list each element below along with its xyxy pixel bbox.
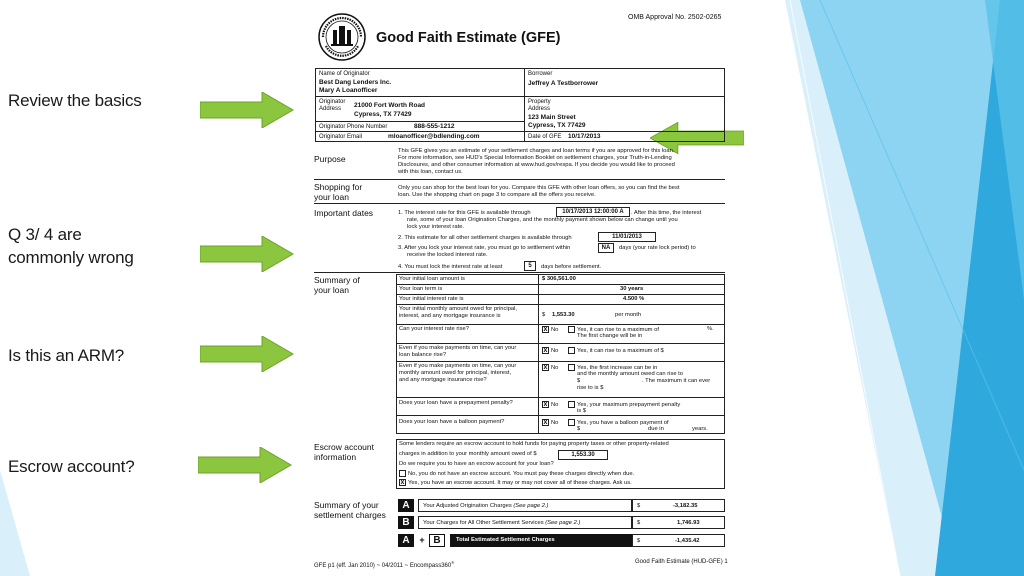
charges-label-1: Summary of your <box>314 500 379 510</box>
arrow-right-icon <box>198 447 292 483</box>
rate-rise-first-change: The first change will be in <box>577 333 643 339</box>
monthly-payment-dollar: $ <box>542 312 546 318</box>
hud-seal-icon <box>318 13 366 61</box>
arrow-right-icon <box>200 92 294 128</box>
borrower-box <box>524 68 725 97</box>
monthly-payment: 1,553.30 <box>552 312 575 318</box>
checked-box-icon: x <box>543 419 548 426</box>
property-address-1: 123 Main Street <box>528 114 576 121</box>
originator-email: mloanofficer@bdlending.com <box>388 133 480 140</box>
date-item-1c: rate, some of your loan Origination Charges, and the monthly payment shown below can change until you <box>407 217 678 223</box>
charge-b-value-box <box>632 516 725 529</box>
gfe-date: 10/17/2013 <box>568 133 601 140</box>
charge-total-value-box <box>632 534 725 547</box>
balloon-due: due in <box>648 426 664 432</box>
originator-email-label: Originator Email <box>319 134 363 140</box>
charge-a-label: Your Adjusted Origination Charges <box>423 503 512 509</box>
balance-rise-label-2: loan balance rise? <box>399 352 447 358</box>
footer-left <box>314 559 454 570</box>
lock-days-field: 5 <box>524 261 536 271</box>
charge-total-label: Total Estimated Settlement Charges <box>456 537 555 543</box>
monthly-rise-no <box>540 363 560 373</box>
loan-amount-label: Your initial loan amount is <box>399 276 465 282</box>
balance-rise-yes <box>566 346 666 356</box>
property-label-1: Property <box>528 99 551 105</box>
interest-rate: 4.500 % <box>623 296 645 302</box>
charges-label-2: settlement charges <box>314 510 386 520</box>
interest-rate-label: Your initial interest rate is <box>399 296 464 302</box>
balance-rise-no-label: No <box>551 348 559 355</box>
note-escrow: Escrow account? <box>8 457 135 476</box>
tag-a: A <box>398 499 414 512</box>
prepayment-no-label: No <box>551 402 559 409</box>
purpose-line-3: Disclosures, and other consumer information at www.hud.gov/respa. If you decide you would like to proceed <box>398 162 675 168</box>
charge-b-text <box>421 519 582 528</box>
date-item-3b: days (your rate lock period) to <box>619 245 696 251</box>
balloon-yes-label: Yes, you have a balloon payment of <box>577 420 669 427</box>
originator-address-label-1: Originator <box>319 99 346 105</box>
summary-label-2: your loan <box>314 285 349 295</box>
plus-sign: + <box>419 535 425 545</box>
checkbox-icon <box>568 326 575 333</box>
prepayment-no <box>540 400 560 410</box>
charge-a-value: -3,182.35 <box>673 503 698 509</box>
rate-rise-yes-label: Yes, it can rise to a maximum of <box>577 327 659 334</box>
escrow-line-2: charges in addition to your monthly amount owed of $ <box>399 451 537 457</box>
escrow-label-1: Escrow account <box>314 442 374 452</box>
borrower-label: Borrower <box>528 71 553 77</box>
gfe-form <box>300 0 740 576</box>
gfe-date-label: Date of GFE <box>528 134 562 140</box>
escrow-no <box>399 470 634 478</box>
monthly-rise-no-label: No <box>551 365 559 372</box>
date-item-4b: days before settlement. <box>541 264 602 270</box>
charge-b-ref: (See page 2.) <box>545 520 581 526</box>
note-review-basics: Review the basics <box>8 91 142 110</box>
rate-rise-no <box>540 325 560 335</box>
divider <box>314 179 725 180</box>
gfe-date-box <box>524 131 725 142</box>
checkbox-icon <box>568 401 575 408</box>
originator-phone-label: Originator Phone Number <box>319 124 388 130</box>
arrow-right-icon <box>200 336 294 372</box>
balloon-years: years. <box>692 426 708 432</box>
checked-box-icon: x <box>543 347 548 354</box>
checked-box-icon: x <box>543 364 548 371</box>
date-item-1d: lock your interest rate. <box>407 224 465 230</box>
tag-total-b: B <box>429 534 445 547</box>
escrow-no-label: No, you do not have an escrow account. You must pay these charges directly when due. <box>408 471 635 478</box>
prepayment-label: Does your loan have a prepayment penalty? <box>399 400 513 406</box>
monthly-payment-unit: per month <box>615 312 642 318</box>
monthly-rise-yes-label: Yes, the first increase can be in <box>577 365 658 372</box>
checkbox-icon <box>568 364 575 371</box>
note-is-arm: Is this an ARM? <box>8 346 125 365</box>
originator-address-label-2: Address <box>319 106 342 112</box>
row-line <box>396 284 725 285</box>
form-title: Good Faith Estimate (GFE) <box>376 30 561 46</box>
footer-right: Good Faith Estimate (HUD-GFE) 1 <box>635 559 728 565</box>
charge-a-dollar: $ <box>637 503 641 509</box>
table-divider <box>538 274 539 434</box>
originator-phone: 888-555-1212 <box>414 123 455 130</box>
originator-address-1: 21000 Fort Worth Road <box>354 102 426 109</box>
purpose-label: Purpose <box>314 154 346 164</box>
monthly-rise-yes-3: $ <box>577 378 581 384</box>
monthly-rise-label-2: monthly amount owed for principal, interest, <box>399 370 512 376</box>
originator-name-box <box>315 68 525 97</box>
shopping-label-2: your loan <box>314 192 349 202</box>
rate-lock-days-field: NA <box>598 243 614 253</box>
purpose-line-2: For more information, see HUD's Special Information Booklet on settlement charges, your Truth-in-Lending <box>398 155 672 161</box>
rate-rise-label: Can your interest rate rise? <box>399 326 469 332</box>
rate-rise-no-label: No <box>551 327 559 334</box>
balance-rise-yes-label: Yes, it can rise to a maximum of $ <box>577 348 664 355</box>
charge-a-value-box <box>632 499 725 512</box>
monthly-rise-yes-2: and the monthly amount owed can rise to <box>577 371 684 377</box>
charge-total-value: -1,435.42 <box>675 538 700 544</box>
originator-address-2: Cypress, TX 77429 <box>354 111 412 118</box>
checked-box-icon: x <box>400 479 405 486</box>
omb-approval: OMB Approval No. 2502-0265 <box>628 14 722 21</box>
tag-total-a: A <box>398 534 414 547</box>
divider <box>314 272 725 273</box>
checkbox-icon <box>568 419 575 426</box>
monthly-rise-label-3: and any mortgage insurance rise? <box>399 377 487 383</box>
settlement-available-field: 11/01/2013 <box>598 232 656 242</box>
shopping-label-1: Shopping for <box>314 182 363 192</box>
charge-b-row <box>418 516 632 529</box>
monthly-rise-label-1: Even if you make payments on time, can your <box>399 363 517 369</box>
loan-term-label: Your loan term is <box>399 286 443 292</box>
rate-available-field: 10/17/2013 12:00:00 A <box>556 207 630 217</box>
shopping-line-2: loan. Use the shopping chart on page 3 to compare all the offers you receive. <box>398 192 596 198</box>
escrow-line-1: Some lenders require an escrow account to hold funds for paying property taxes or other property-related <box>399 441 669 447</box>
property-address-2: Cypress, TX 77429 <box>528 122 586 129</box>
note-q34-line2: commonly wrong <box>8 248 134 267</box>
charge-b-label: Your Charges for All Other Settlement Services <box>423 520 544 526</box>
loan-term: 30 years <box>620 286 644 292</box>
loan-amount: $ 306,561.00 <box>542 276 576 282</box>
date-item-2a: 2. This estimate for all other settlement charges is available through <box>398 235 572 241</box>
charge-total-dollar: $ <box>637 538 641 544</box>
property-label-2: Address <box>528 106 551 112</box>
rate-rise-pct: %. <box>707 326 714 332</box>
escrow-amount-field: 1,553.30 <box>558 450 608 460</box>
tag-b: B <box>398 516 414 529</box>
date-item-1b: . After this time, the interest <box>631 210 702 216</box>
date-item-4a: 4. You must lock the interest rate at least <box>398 264 503 270</box>
important-dates-label: Important dates <box>314 208 374 218</box>
monthly-payment-label-1: Your initial monthly amount owed for principal, <box>399 306 518 312</box>
charge-a-ref: (See page 2.) <box>513 503 549 509</box>
summary-label-1: Summary of <box>314 275 360 285</box>
balloon-no-label: No <box>551 420 559 427</box>
prepayment-yes-label: Yes, your maximum prepayment penalty <box>577 402 681 409</box>
date-item-1a: 1. The interest rate for this GFE is available through <box>398 210 531 216</box>
checkbox-icon <box>568 347 575 354</box>
monthly-rise-yes-4: rise to is $ <box>577 385 604 391</box>
charge-total-row <box>450 534 632 547</box>
shopping-line-1: Only you can shop for the best loan for you. Compare this GFE with other loan offers, so you can find the best <box>398 185 680 191</box>
footer-left-sup: ® <box>451 560 455 565</box>
checked-box-icon: x <box>543 326 548 333</box>
divider <box>314 203 725 204</box>
borrower-name: Jeffrey A Testborrower <box>528 80 599 87</box>
escrow-question: Do we require you to have an escrow account for your loan? <box>399 461 554 467</box>
blue-corner-left <box>0 470 30 576</box>
balloon-no <box>540 418 560 428</box>
property-box <box>524 96 725 132</box>
escrow-yes-label: Yes, you have an escrow account. It may or may not cover all of these charges. Ask us. <box>408 480 632 487</box>
note-q34-line1: Q 3/ 4 are <box>8 225 82 244</box>
balloon-dollar: $ <box>577 426 581 432</box>
originator-name-2: Mary A Loanofficer <box>319 87 378 94</box>
originator-name-1: Best Dang Lenders Inc. <box>319 79 392 86</box>
originator-email-box <box>315 131 525 142</box>
escrow-yes <box>399 479 632 487</box>
row-line <box>396 415 725 416</box>
balloon-label: Does your loan have a balloon payment? <box>399 419 505 425</box>
balance-rise-label-1: Even if you make payments on time, can your <box>399 345 517 351</box>
date-item-3a: 3. After you lock your interest rate, you must go to settlement within <box>398 245 571 251</box>
footer-left-text: GFE p1 (eff. Jan 2010) ~ 04/2011 ~ Encompass360 <box>314 563 452 569</box>
date-item-3c: receive the locked interest rate. <box>407 252 488 258</box>
escrow-label-2: information <box>314 452 357 462</box>
monthly-rise-yes-3b: . The maximum it can ever <box>642 378 711 384</box>
originator-name-label: Name of Originator <box>319 71 370 77</box>
row-line <box>396 397 725 398</box>
prepayment-yes-2: is $ <box>577 408 587 414</box>
checkbox-icon <box>399 470 406 477</box>
charge-a-text <box>421 502 551 511</box>
checked-box-icon: x <box>543 401 548 408</box>
originator-address-box <box>315 96 525 122</box>
balance-rise-no <box>540 346 560 356</box>
arrow-right-icon <box>200 236 294 272</box>
charge-b-value: 1,746.93 <box>677 520 700 526</box>
charge-a-row <box>418 499 632 512</box>
monthly-payment-label-2: interest, and any mortgage insurance is <box>399 313 501 319</box>
charge-b-dollar: $ <box>637 520 641 526</box>
purpose-line-4: with this loan, contact us. <box>398 169 463 175</box>
purpose-line-1: This GFE gives you an estimate of your settlement charges and loan terms if you are approved for this loan. <box>398 148 675 154</box>
